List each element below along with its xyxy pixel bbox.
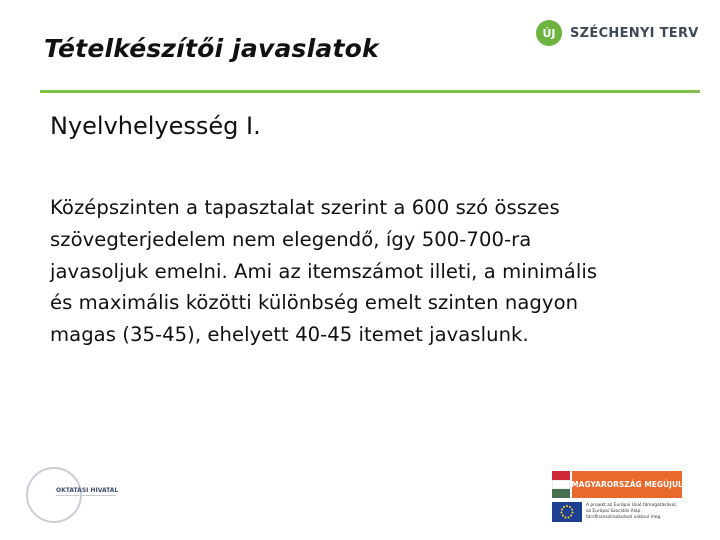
szechenyi-terv-logo — [536, 20, 699, 46]
eu-flag-icon — [552, 502, 582, 522]
hungarian-flag-icon — [552, 471, 570, 498]
oh-underline — [56, 495, 116, 496]
flag-white-stripe — [552, 480, 570, 489]
section-subtitle: Nyelvhelyesség I. — [50, 112, 261, 140]
oktatasi-hivatal-logo — [26, 467, 119, 523]
title-divider — [40, 90, 700, 93]
body-line: magas (35-45), ehelyett 40-45 itemet javaslunk. — [50, 323, 529, 347]
szechenyi-logo-text: SZÉCHENYI TERV — [570, 25, 699, 41]
eu-note-line: társfinanszírozásával valósul meg — [586, 515, 661, 520]
slide-title: Tételkészítői javaslatok — [44, 34, 379, 63]
body-paragraph — [50, 192, 690, 351]
body-line: szövegterjedelem nem elegendő, így 500-700-ra — [50, 227, 532, 251]
szechenyi-badge-icon: ÚJ — [536, 20, 562, 46]
body-line: és maximális közötti különbség emelt szinten nagyon — [50, 291, 579, 315]
body-line: javasoljuk emelni. Ami az itemszámot illeti, a minimális — [50, 259, 598, 283]
flag-green-stripe — [552, 489, 570, 498]
magyarorszag-megujul-logo — [548, 468, 688, 528]
eu-stars-icon — [557, 504, 577, 520]
eu-note-line: A projekt az Európai Unió támogatásával, — [586, 503, 678, 508]
eu-note-line: az Európai Szociális Alap — [586, 509, 641, 514]
eu-funding-note — [586, 503, 686, 521]
oh-logo-text: OKTATÁSI HIVATAL — [56, 487, 119, 494]
flag-red-stripe — [552, 471, 570, 480]
body-line: Középszinten a tapasztalat szerint a 600 szó összes — [50, 196, 560, 219]
megujul-banner: MAGYARORSZÁG MEGÚJUL — [572, 471, 682, 498]
